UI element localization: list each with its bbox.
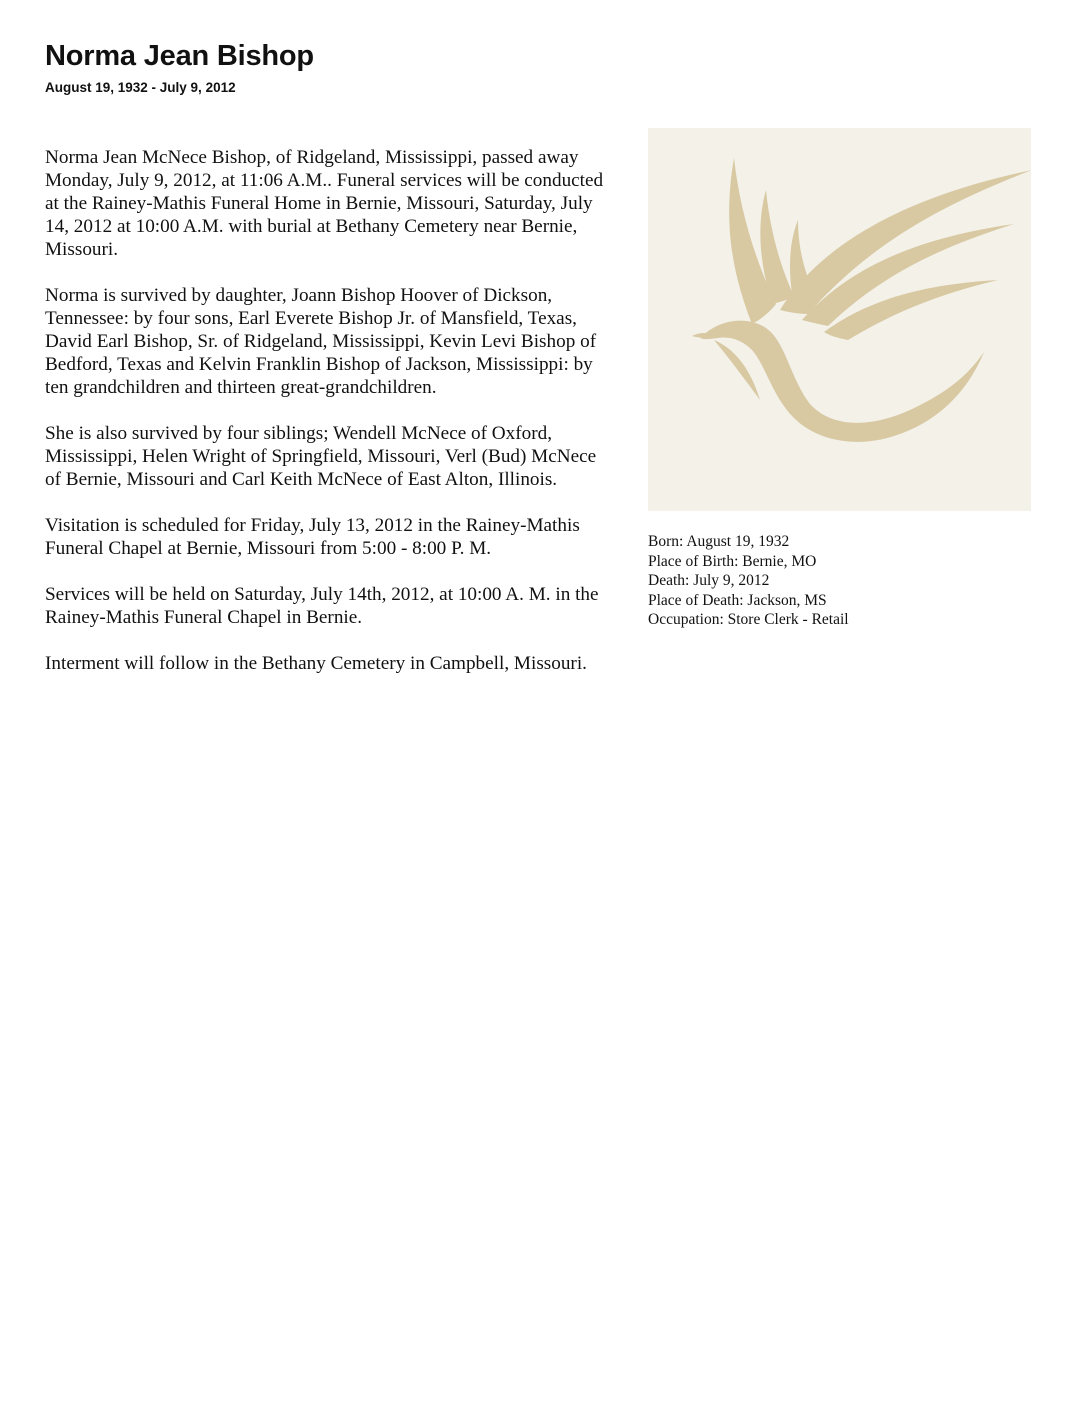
fact-occupation: Occupation: Store Clerk - Retail (648, 611, 849, 629)
obituary-paragraph: She is also survived by four siblings; Wendell McNece of Oxford, Mississippi, Helen Wright of Springfield, Missouri, Verl (Bud) McNece of Bernie, Missouri and Carl Keith McNece of East Alton, Illinois. (45, 423, 597, 490)
fact-death: Death: July 9, 2012 (648, 572, 770, 590)
obituary-paragraph: Interment will follow in the Bethany Cemetery in Campbell, Missouri. (45, 653, 587, 674)
memorial-photo (648, 128, 1031, 511)
obituary-paragraph: Services will be held on Saturday, July 14th, 2012, at 10:00 A. M. in the Rainey-Mathis Funeral Chapel in Bernie. (45, 584, 599, 628)
fact-place-of-death: Place of Death: Jackson, MS (648, 591, 827, 609)
obituary-paragraph: Norma Jean McNece Bishop, of Ridgeland, Mississippi, passed away Monday, July 9, 2012, at 11:06 A.M.. Funeral services will be conducted at the Rainey-Mathis Funeral Home in Bernie, Missouri, Saturday, July 14, 2012 at 10:00 A.M. with burial at Bethany Cemetery near Bernie, Missouri. (45, 147, 604, 260)
life-dates: August 19, 1932 - July 9, 2012 (45, 80, 236, 95)
obituary-text (45, 146, 610, 698)
obituary-paragraph: Norma is survived by daughter, Joann Bishop Hoover of Dickson, Tennessee: by four sons, Earl Everete Bishop Jr. of Mansfield, Texas, David Earl Bishop, Sr. of Ridgeland, Mississippi, Kevin Levi Bishop of Bedford, Texas and Kelvin Franklin Bishop of Jackson, Mississippi: by ten grandchildren and thirteen great-grandchildren. (45, 285, 597, 398)
fact-born: Born: August 19, 1932 (648, 533, 790, 550)
dove-icon (648, 128, 1031, 511)
deceased-name: Norma Jean Bishop (45, 40, 314, 72)
vital-facts (648, 532, 849, 630)
fact-place-of-birth: Place of Birth: Bernie, MO (648, 552, 817, 570)
obituary-paragraph: Visitation is scheduled for Friday, July 13, 2012 in the Rainey-Mathis Funeral Chapel at Bernie, Missouri from 5:00 - 8:00 P. M. (45, 515, 580, 559)
